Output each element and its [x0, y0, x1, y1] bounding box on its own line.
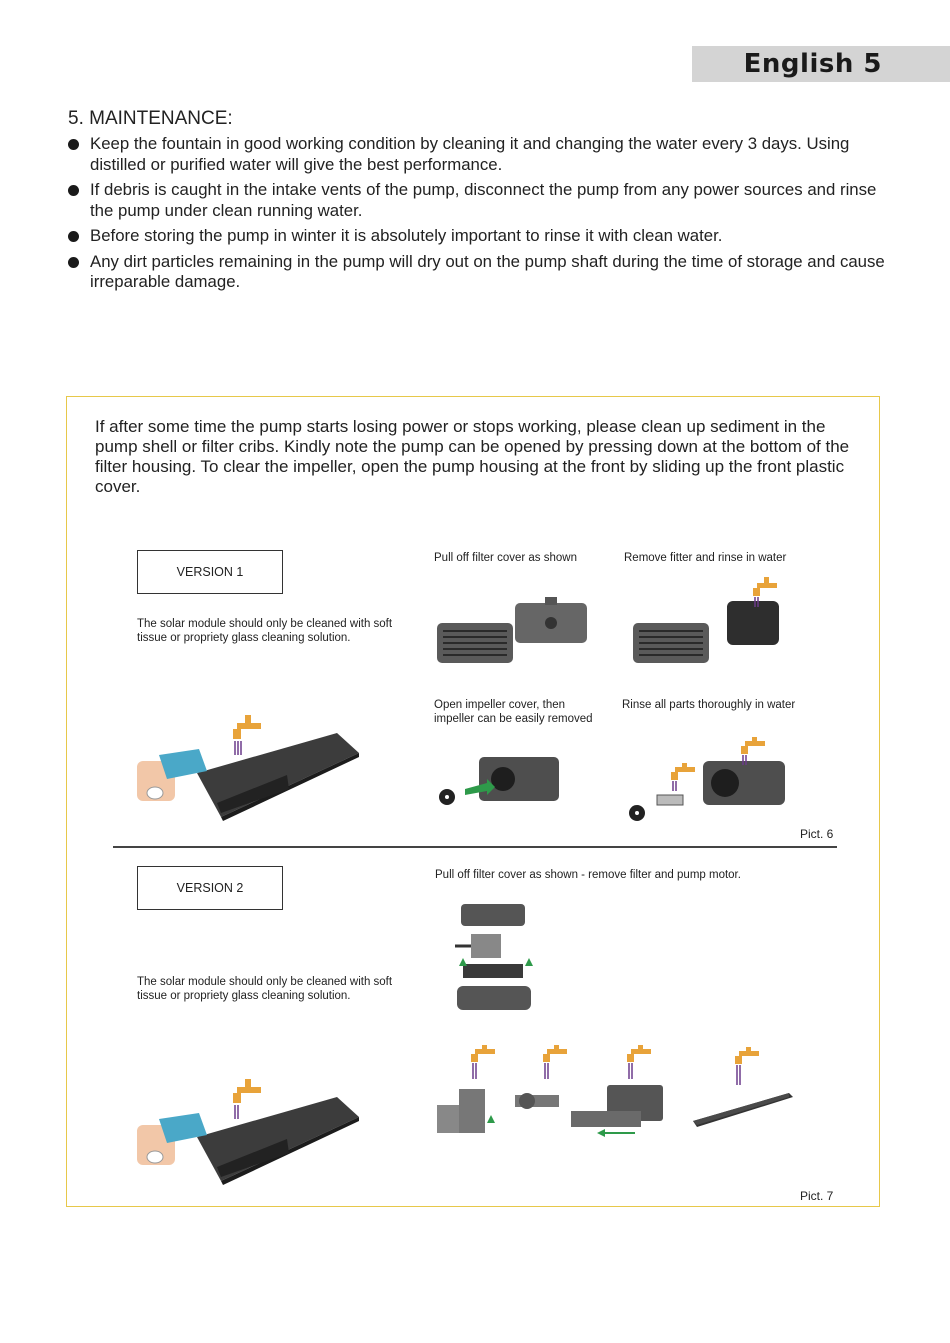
- version-2-solar-note: The solar module should only be cleaned with soft tissue or propriety glass cleaning solution.: [137, 976, 393, 1002]
- solar-panel-cleaning-illustration: [137, 713, 367, 823]
- v2-step1-caption: Pull off filter cover as shown - remove filter and pump motor.: [435, 869, 741, 881]
- faucet-icon: [543, 1045, 567, 1079]
- bullet-text: Before storing the pump in winter it is absolutely important to rinse it with clean water.: [90, 226, 723, 245]
- section-heading: 5. MAINTENANCE:: [68, 108, 233, 129]
- cleaning-callout-box: [66, 396, 880, 1207]
- faucet-icon: [741, 737, 765, 765]
- bullet-item: [68, 180, 888, 221]
- version-1-label: VERSION 1: [137, 550, 283, 594]
- bullet-item: [68, 252, 888, 293]
- impeller-removal-illustration: [437, 747, 567, 817]
- v1-step3-caption: Open impeller cover, then impeller can be easily removed: [434, 699, 593, 725]
- v1-step4-caption: Rinse all parts thoroughly in water: [622, 699, 796, 711]
- bullet-dot-icon: [68, 257, 79, 268]
- bullet-dot-icon: [68, 231, 79, 242]
- pump-filter-cover-illustration: [437, 597, 597, 672]
- faucet-icon: [671, 763, 695, 791]
- filter-removal-illustration: [633, 577, 793, 672]
- bullet-text: If debris is caught in the intake vents of the pump, disconnect the pump from any power sources and rinse the pump under clean running water.: [90, 180, 877, 220]
- bullet-dot-icon: [68, 139, 79, 150]
- callout-intro-text: If after some time the pump starts losing power or stops working, please clean up sediment in the pump shell or filter cribs. Kindly note the pump can be opened by pressing down at the bottom of the filter housing. To clear the impeller, open the pump housing at the front by sliding up the front plastic cover.: [95, 417, 850, 496]
- bullet-text: Any dirt particles remaining in the pump will dry out on the pump shaft during the time of storage and cause irreparable damage.: [90, 251, 885, 291]
- faucet-icon: [471, 1045, 495, 1079]
- version-2-label: VERSION 2: [137, 866, 283, 910]
- pict-7-label: Pict. 7: [800, 1189, 834, 1203]
- version-1-solar-note: The solar module should only be cleaned with soft tissue or propriety glass cleaning solution.: [137, 618, 393, 644]
- faucet-icon: [233, 715, 261, 755]
- faucet-icon: [233, 1079, 261, 1119]
- solar-panel-cleaning-illustration: [137, 1077, 367, 1187]
- faucet-icon: [627, 1045, 651, 1079]
- maintenance-bullet-list: [68, 134, 888, 298]
- v2-rinse-steps-illustration: [435, 1045, 795, 1141]
- pict-6-label: Pict. 6: [800, 827, 834, 841]
- faucet-icon: [735, 1047, 759, 1085]
- version-divider: [113, 846, 837, 848]
- bullet-text: Keep the fountain in good working condition by cleaning it and changing the water every 3 days. Using distilled or purified water will give the best performance.: [90, 134, 850, 174]
- bullet-item: [68, 226, 888, 247]
- exploded-pump-illustration: [455, 902, 535, 1017]
- bullet-dot-icon: [68, 185, 79, 196]
- rinse-parts-illustration: [629, 737, 819, 827]
- v1-step2-caption: Remove fitter and rinse in water: [624, 552, 787, 564]
- bullet-item: [68, 134, 888, 175]
- page-number-tab: English 5: [692, 46, 950, 82]
- v1-step1-caption: Pull off filter cover as shown: [434, 552, 577, 564]
